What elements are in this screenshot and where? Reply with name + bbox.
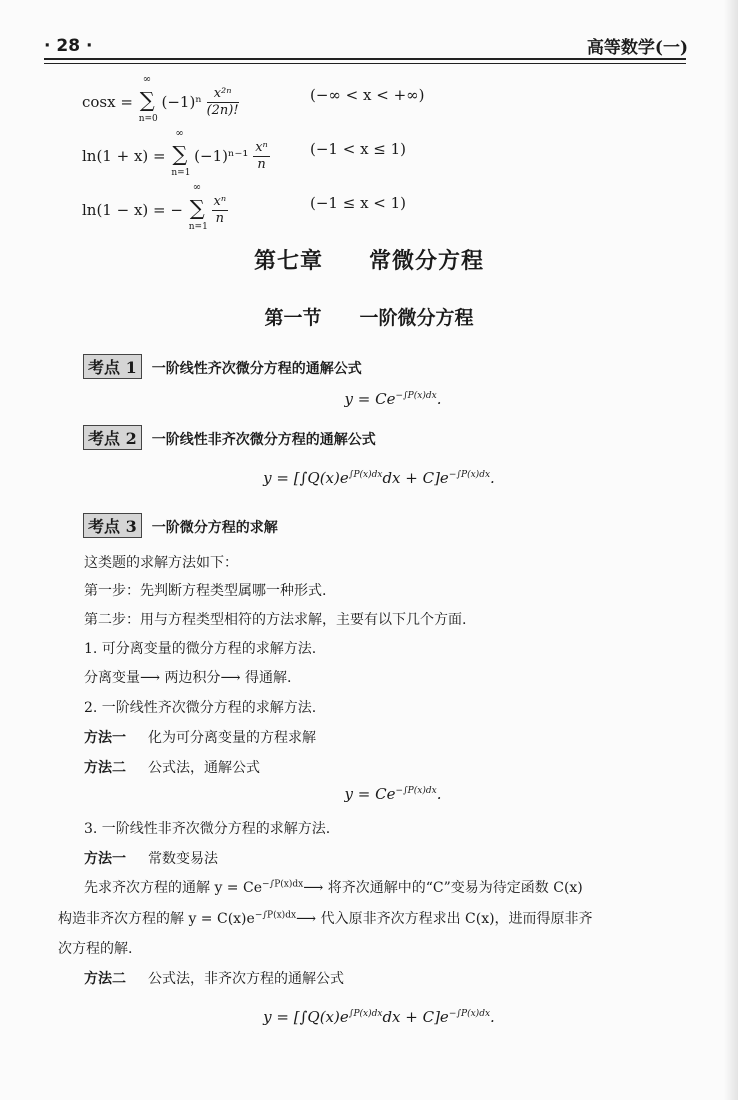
formula-text: y = Ce (344, 785, 396, 803)
kaodian-3 (83, 513, 278, 538)
method-text: 公式法，非齐次方程的通解公式 (148, 971, 344, 987)
method-text: 化为可分离变量的方程求解 (148, 730, 316, 746)
paragraph-text: ⟶ 将齐次通解中的“C”变易为待定函数 C(x) (303, 880, 583, 896)
body-item1-flow: 分离变量⟶ 两边积分⟶ 得通解. (84, 670, 292, 686)
formula-exponent: ∫P(x)dx (348, 1009, 383, 1019)
series-term: (−1)ⁿ⁻¹ (194, 146, 249, 165)
series-condition: (−1 ≤ x < 1) (310, 194, 407, 212)
formula-text: y = Ce (344, 390, 396, 408)
body-intro: 这类题的求解方法如下： (84, 555, 238, 571)
body-item3-para1 (84, 877, 583, 897)
series-term: (−1)ⁿ (161, 92, 202, 111)
method-label: 方法一 (84, 851, 126, 867)
body-item2: 2. 一阶线性齐次微分方程的求解方法. (84, 700, 317, 716)
page-number: · 28 · (44, 36, 93, 56)
series-cos (82, 73, 425, 124)
body-step2: 第二步：用与方程类型相符的方法求解，主要有以下几个方面. (84, 612, 467, 628)
method-label: 方法一 (84, 730, 126, 746)
series-ln-plus (82, 127, 407, 178)
body-item2-method2 (84, 757, 260, 777)
sum-symbol: ∑ ∞ n=1 (188, 181, 208, 232)
series-fraction (212, 194, 229, 228)
sum-top: ∞ (175, 127, 184, 139)
series-ln-minus (82, 181, 407, 232)
sum-bottom: n=1 (188, 221, 208, 232)
kaodian-1 (83, 354, 362, 379)
series-lhs: cosx = (82, 92, 133, 111)
kaodian-badge: 考点 3 (83, 513, 142, 538)
kaodian-title: 一阶线性非齐次微分方程的通解公式 (151, 432, 376, 448)
sum-bottom: n=1 (171, 167, 191, 178)
sum-bottom: n=0 (138, 113, 158, 124)
formula-text: y = [∫Q(x)e (263, 1008, 349, 1026)
section-title: 第一节 一阶微分方程 (264, 307, 474, 329)
sum-symbol: ∑ ∞ n=1 (171, 127, 191, 178)
sum-top: ∞ (192, 181, 202, 193)
sum-top: ∞ (142, 73, 152, 85)
header-rule (44, 58, 686, 64)
formula-text: y = [∫Q(x)e (263, 469, 349, 487)
method-text: 常数变易法 (148, 851, 218, 867)
formula-nonhomogeneous-2: $y = [\int Q(x)e^{\int P(x)dx}dx + C]e^{-\int P(x)dx}$. (263, 1008, 495, 1026)
series-condition: (−∞ < x < +∞) (310, 86, 425, 104)
body-item3-method1 (84, 848, 218, 868)
fraction-numerator: xⁿ (253, 140, 270, 157)
sum-symbol: ∑ ∞ n=0 (138, 73, 158, 124)
paragraph-exponent: −∫P(x)dx (254, 910, 297, 921)
series-fraction (207, 86, 239, 120)
paragraph-exponent: −∫P(x)dx (262, 879, 304, 890)
body-item3-para2 (58, 908, 593, 928)
body-item3-para3: 次方程的解. (58, 941, 133, 957)
formula-exponent: −∫P(x)dx (395, 786, 437, 796)
series-lhs: ln(1 + x) = (82, 146, 166, 165)
scan-edge-shadow (724, 0, 738, 1100)
formula-exponent: −∫P(x)dx (395, 391, 437, 401)
kaodian-badge: 考点 1 (83, 354, 142, 379)
body-step1: 第一步：先判断方程类型属哪一种形式. (84, 583, 327, 599)
body-item3: 3. 一阶线性非齐次微分方程的求解方法. (84, 821, 331, 837)
formula-nonhomogeneous: $y = [\int Q(x)e^{\int P(x)dx}dx + C]e^{-\int P(x)dx}$. (263, 469, 495, 487)
kaodian-title: 一阶线性齐次微分方程的通解公式 (151, 361, 362, 377)
method-text: 公式法，通解公式 (148, 760, 260, 776)
fraction-denominator: n (257, 157, 266, 173)
kaodian-badge: 考点 2 (83, 425, 142, 450)
fraction-denominator: (2n)! (206, 103, 239, 119)
formula-homogeneous: $y = Ce^{-\int P(x)dx}$. (344, 390, 442, 408)
formula-exponent: ∫P(x)dx (348, 470, 383, 480)
kaodian-title: 一阶微分方程的求解 (151, 520, 278, 536)
paragraph-text: ⟶ 代入原非齐次方程求出 C(x)，进而得原非齐 (296, 911, 593, 927)
formula-homogeneous-2: $y = Ce^{-\int P(x)dx}$. (344, 785, 442, 803)
formula-exponent: −∫P(x)dx (448, 470, 491, 480)
fraction-numerator: x²ⁿ (207, 86, 239, 103)
series-condition: (−1 < x ≤ 1) (310, 140, 407, 158)
body-item2-method1 (84, 727, 316, 747)
series-lhs: ln(1 − x) = − (82, 200, 183, 219)
fraction-numerator: xⁿ (212, 194, 229, 211)
formula-text-mid: dx + C]e (382, 469, 449, 487)
method-label: 方法二 (84, 760, 126, 776)
paragraph-text: 先求齐次方程的通解 y = Ce (84, 880, 262, 896)
book-title: 高等数学(一) (586, 38, 688, 58)
method-label: 方法二 (84, 971, 126, 987)
fraction-denominator: n (215, 211, 224, 227)
paragraph-text: 构造非齐次方程的解 y = C(x)e (58, 911, 255, 927)
chapter-title: 第七章 常微分方程 (253, 248, 484, 274)
series-fraction (253, 140, 270, 174)
formula-exponent: −∫P(x)dx (448, 1009, 491, 1019)
kaodian-2 (83, 425, 376, 450)
body-item3-method2 (84, 968, 344, 988)
body-item1: 1. 可分离变量的微分方程的求解方法. (84, 641, 317, 657)
formula-text-mid: dx + C]e (382, 1008, 449, 1026)
